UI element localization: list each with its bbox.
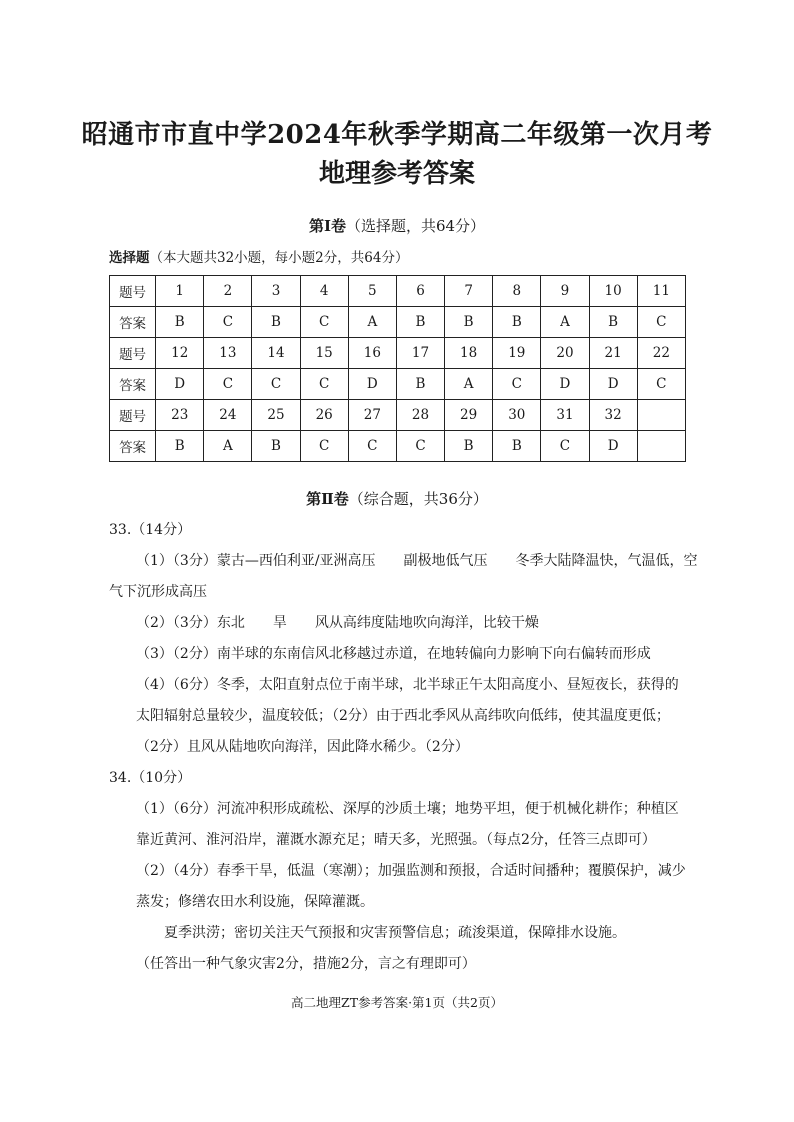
q34-line: （1）（6分）河流冲积形成疏松、深厚的沙质土壤；地势平坦，便于机械化耕作；种植区 [136,801,679,817]
answer-table-cell: 15 [300,338,348,369]
answer-table-row [110,307,686,338]
answer-table-cell: 17 [396,338,444,369]
q34-line: 蒸发；修缮农田水利设施，保障灌溉。 [136,894,374,910]
answer-table-cell: C [637,307,685,338]
answer-table-cell: 26 [300,400,348,431]
choice-intro-label: 选择题 [109,250,150,266]
q34-line: （任答出一种气象灾害2分，措施2分，言之有理即可） [136,956,476,972]
document-subtitle: 地理参考答案 [318,159,475,189]
answer-table [109,275,686,462]
answer-table-cell: 1 [156,276,204,307]
choice-intro-desc: （本大题共32小题，每小题2分，共64分） [149,250,409,266]
answer-table-cell: D [541,369,589,400]
answer-table-cell: B [156,307,204,338]
answer-table-cell: C [300,369,348,400]
answer-table-cell: B [589,307,637,338]
answer-table-row [110,431,686,462]
answer-table-cell [637,400,685,431]
answer-table-cell: A [445,369,493,400]
answer-table-cell: 20 [541,338,589,369]
answer-table-cell: B [445,307,493,338]
answer-table-row-header: 答案 [110,369,156,400]
q33-line: 气下沉形成高压 [109,584,207,600]
answer-table-cell: 27 [348,400,396,431]
answer-table-row [110,369,686,400]
q33-line: 太阳辐射总量较少，温度较低；（2分）由于西北季风从高纬吹向低纬，使其温度更低； [136,708,670,724]
answer-table-cell: A [204,431,252,462]
answer-table-cell: D [589,431,637,462]
answer-table-cell: A [348,307,396,338]
answer-table-cell: C [541,431,589,462]
section-1-desc: （选择题，共64分） [345,217,486,235]
q34-line: （2）（4分）春季干旱，低温（寒潮）；加强监测和预报，合适时间播种；覆膜保护，减少 [136,863,686,879]
answer-table-row-header: 题号 [110,400,156,431]
answer-table-cell: A [541,307,589,338]
answer-table-cell: 13 [204,338,252,369]
answer-table-cell: 32 [589,400,637,431]
answer-table-cell: 19 [493,338,541,369]
answer-table-row [110,276,686,307]
answer-table-cell: 11 [637,276,685,307]
answer-table-cell: B [252,431,300,462]
answer-table-cell: 14 [252,338,300,369]
answer-table-cell: 9 [541,276,589,307]
answer-table-cell: 25 [252,400,300,431]
answer-table-cell: 3 [252,276,300,307]
answer-table-cell: B [493,431,541,462]
answer-table-cell: B [396,307,444,338]
answer-table-cell: 6 [396,276,444,307]
answer-table-cell: 7 [445,276,493,307]
answer-table-row [110,338,686,369]
answer-table-cell: 2 [204,276,252,307]
answer-table-cell [637,431,685,462]
answer-table-row-header: 题号 [110,276,156,307]
answer-table-cell: C [493,369,541,400]
document-title: 昭通市市直中学2024年秋季学期高二年级第一次月考 [81,120,713,150]
section-1-heading [0,215,794,236]
page-footer: 高二地理ZT参考答案·第1页（共2页） [291,995,503,1010]
answer-table-cell: 23 [156,400,204,431]
q33-line: （3）（2分）南半球的东南信风北移越过赤道，在地转偏向力影响下向右偏转而形成 [136,646,651,662]
answer-table-cell: B [156,431,204,462]
answer-table-cell: 4 [300,276,348,307]
answer-table-cell: 31 [541,400,589,431]
q33-line: （1）（3分）蒙古—西伯利亚/亚洲高压 副极地低气压 冬季大陆降温快，气温低，空 [136,553,698,569]
q34-line: 夏季洪涝；密切关注天气预报和灾害预警信息；疏浚渠道，保障排水设施。 [164,925,626,941]
answer-table-cell: D [156,369,204,400]
section-1-label: 第Ⅰ卷 [308,217,346,235]
answer-table-cell: C [637,369,685,400]
answer-table-cell: 24 [204,400,252,431]
answer-table-cell: 21 [589,338,637,369]
answer-table-cell: B [396,369,444,400]
answer-table-cell: B [252,307,300,338]
q34-heading: 34.（10分） [109,770,192,786]
answer-table-cell: 8 [493,276,541,307]
answer-table-cell: C [204,369,252,400]
answer-table-cell: 28 [396,400,444,431]
section-2-desc: （综合题，共36分） [348,490,488,508]
choice-intro [109,246,408,266]
answer-table-cell: C [300,431,348,462]
q33-line: （2分）且风从陆地吹向海洋，因此降水稀少。（2分） [136,739,469,755]
answer-table-cell: 18 [445,338,493,369]
answer-table-cell: 12 [156,338,204,369]
answer-table-cell: D [589,369,637,400]
answer-table-cell: C [252,369,300,400]
answer-table-cell: 22 [637,338,685,369]
answer-table-cell: 29 [445,400,493,431]
answer-table-cell: B [445,431,493,462]
answer-table-cell: C [300,307,348,338]
answer-table-cell: C [348,431,396,462]
answer-table-row-header: 题号 [110,338,156,369]
section-2-label: 第Ⅱ卷 [306,490,349,508]
answer-table-cell: B [493,307,541,338]
answer-table-cell: C [204,307,252,338]
answer-table-row-header: 答案 [110,431,156,462]
answer-table-cell: 16 [348,338,396,369]
section-2-heading [0,488,794,509]
q34-line: 靠近黄河、淮河沿岸，灌溉水源充足；晴天多，光照强。（每点2分，任答三点即可） [136,832,656,848]
answer-table-row [110,400,686,431]
answer-table-cell: 30 [493,400,541,431]
q33-line: （2）（3分）东北 旱 风从高纬度陆地吹向海洋，比较干燥 [136,615,539,631]
answer-table-row-header: 答案 [110,307,156,338]
q33-heading: 33.（14分） [109,522,192,538]
answer-table-cell: 5 [348,276,396,307]
answer-table-cell: 10 [589,276,637,307]
answer-table-cell: D [348,369,396,400]
answer-table-cell: C [396,431,444,462]
q33-line: （4）（6分）冬季，太阳直射点位于南半球，北半球正午太阳高度小、昼短夜长，获得的 [136,677,679,693]
